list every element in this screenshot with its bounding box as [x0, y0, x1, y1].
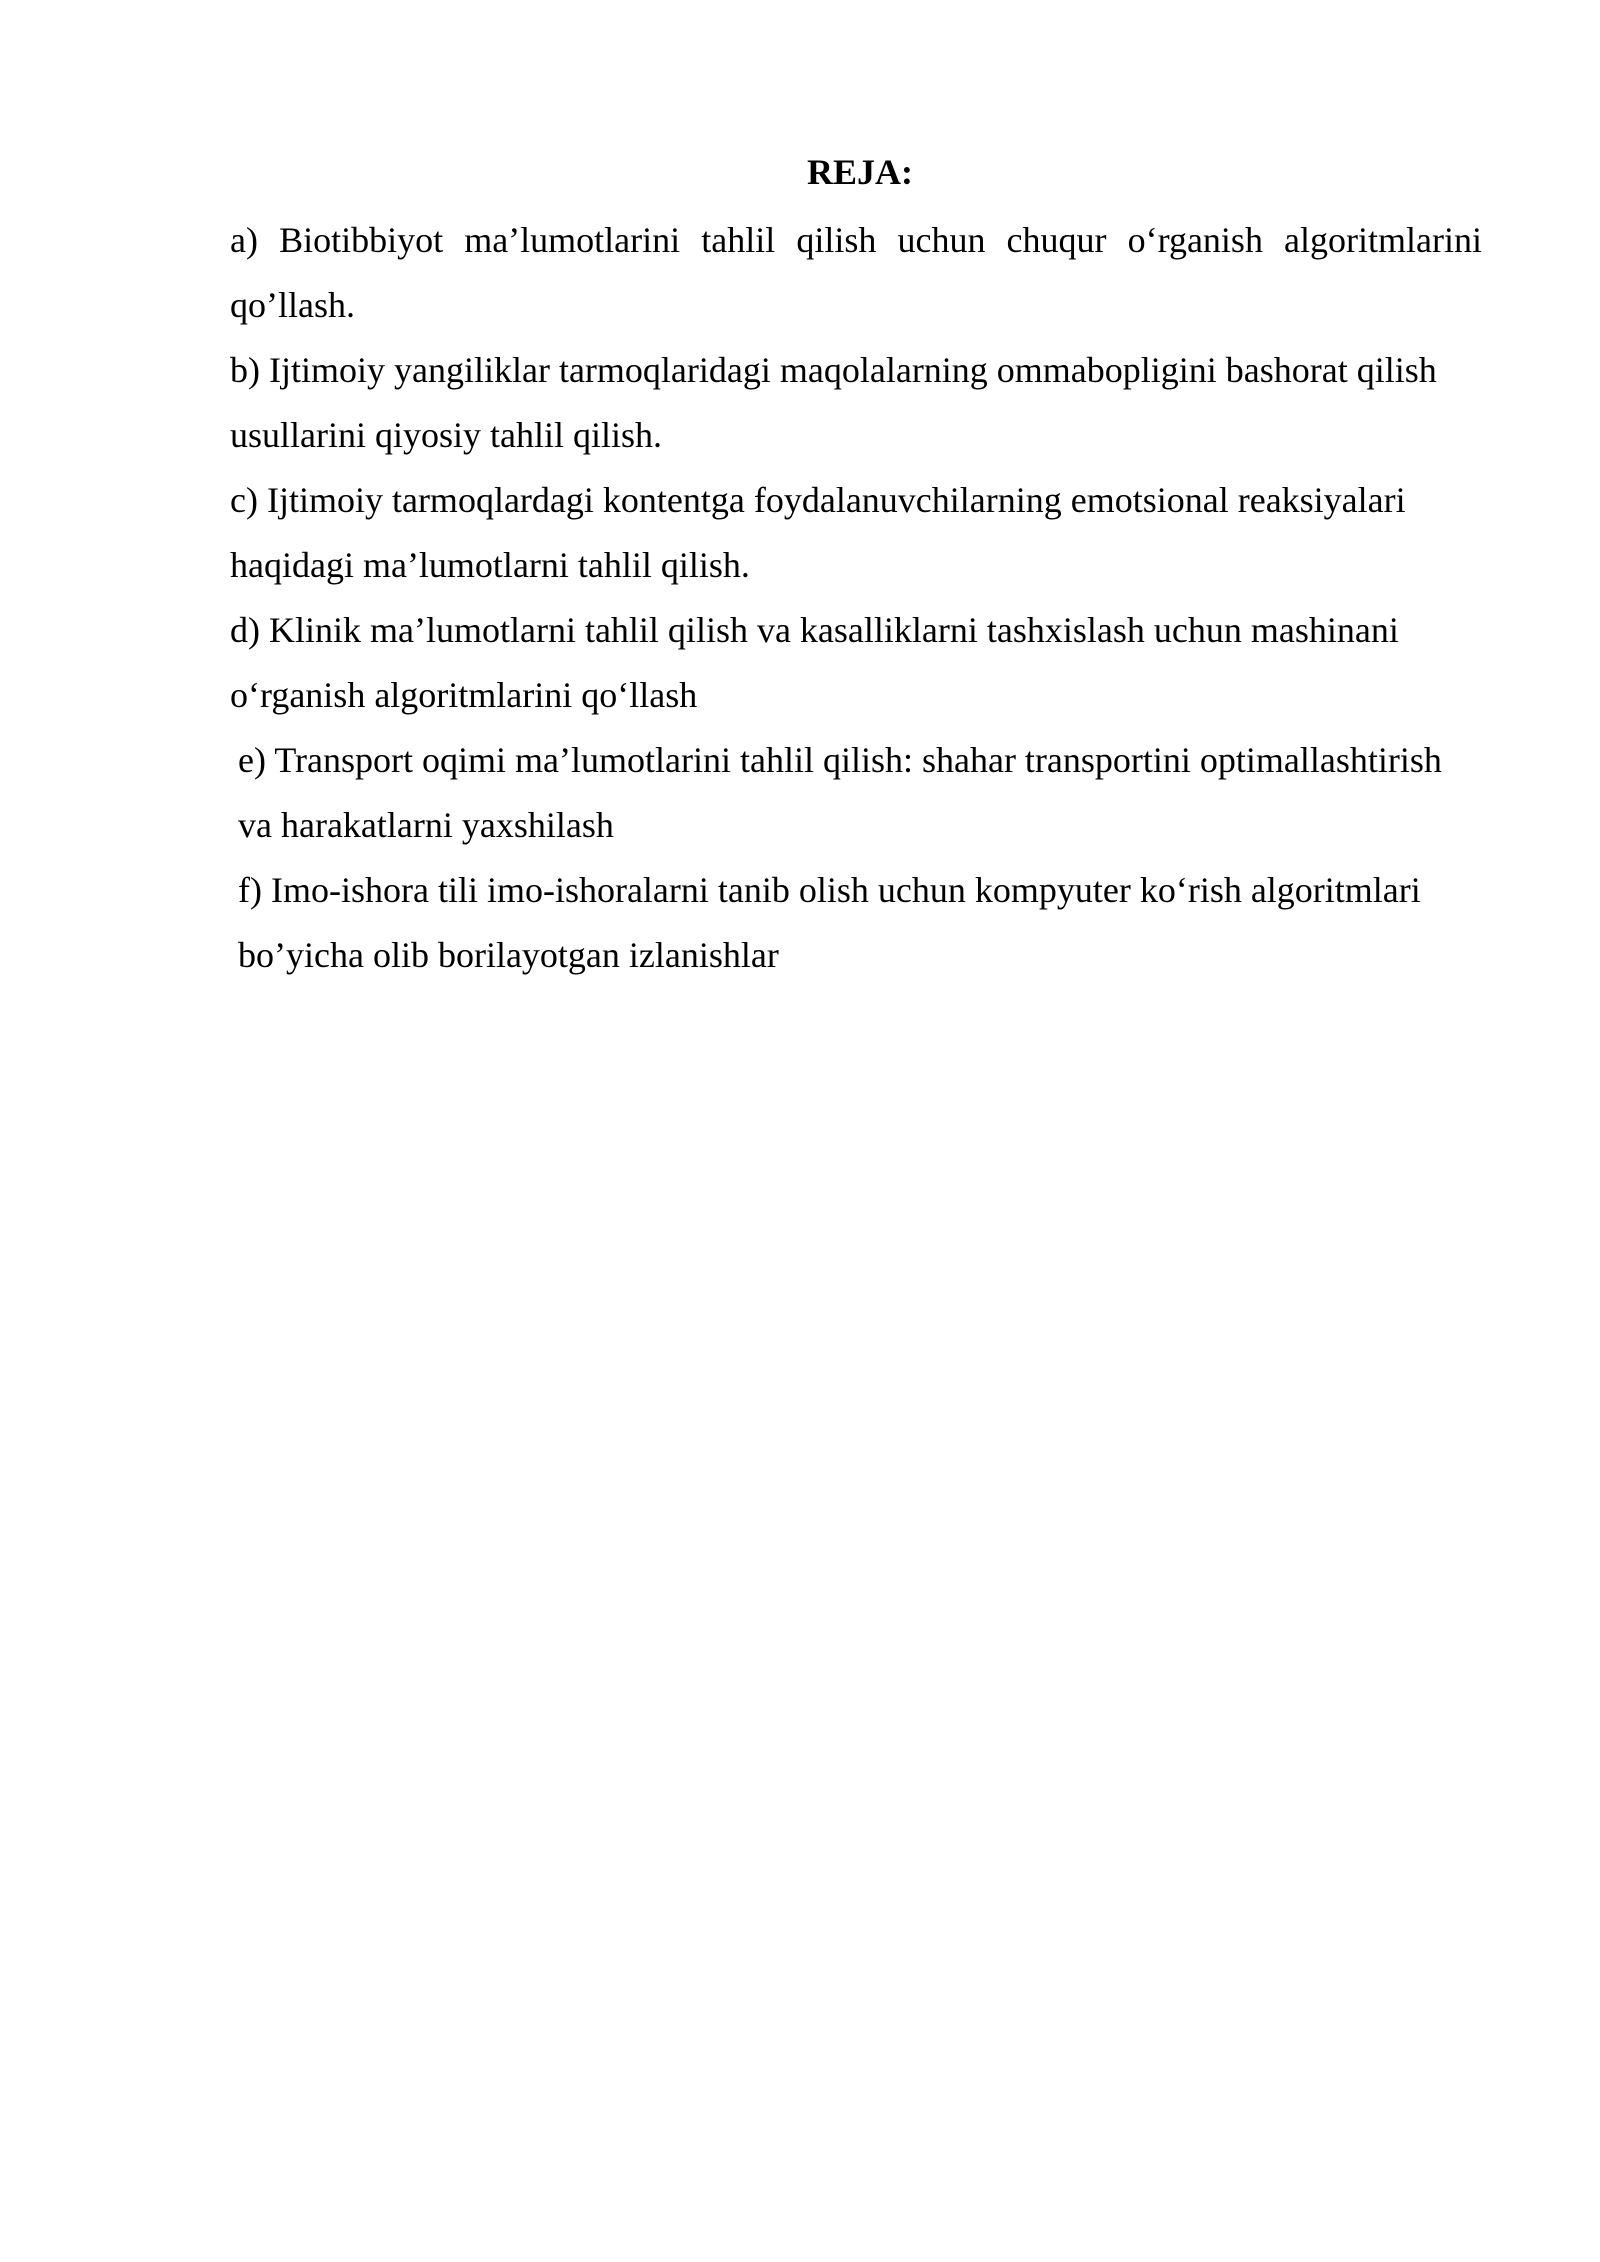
- list-item-b: [230, 338, 1482, 468]
- list-item-f: [230, 858, 1482, 988]
- list-item-e: [230, 728, 1482, 858]
- page-title: REJA:: [807, 152, 913, 192]
- list-marker: d): [230, 610, 260, 650]
- list-item-a: [230, 208, 1482, 338]
- list-item-text: Biotibbiyot ma’lumotlarini tahlil qilish uchun chuqur o‘rganish algoritmlarini qo’llash.: [230, 220, 1482, 325]
- plan-list: [230, 208, 1482, 988]
- list-marker: a): [230, 220, 258, 260]
- list-marker: c): [230, 480, 258, 520]
- list-marker: e): [238, 740, 266, 780]
- list-item-text: Imo-ishora tili imo-ishoralarni tanib olish uchun kompyuter ko‘rish algoritmlari bo’yicha olib borilayotgan izlanishlar: [238, 870, 1421, 975]
- list-item-c: [230, 468, 1482, 598]
- list-item-text: Ijtimoiy yangiliklar tarmoqlaridagi maqolalarning ommabopligini bashorat qilish usullarini qiyosiy tahlil qilish.: [230, 350, 1437, 455]
- list-marker: b): [230, 350, 260, 390]
- list-item-text: Ijtimoiy tarmoqlardagi kontentga foydalanuvchilarning emotsional reaksiyalari haqidagi ma’lumotlarni tahlil qilish.: [230, 480, 1406, 585]
- list-marker: f): [238, 870, 262, 910]
- list-item-d: [230, 598, 1482, 728]
- list-item-text: Transport oqimi ma’lumotlarini tahlil qilish: shahar transportini optimallashtirish va harakatlarni yaxshilash: [238, 740, 1442, 845]
- list-item-text: Klinik ma’lumotlarni tahlil qilish va kasalliklarni tashxislash uchun mashinani o‘rganish algoritmlarini qo‘llash: [230, 610, 1399, 715]
